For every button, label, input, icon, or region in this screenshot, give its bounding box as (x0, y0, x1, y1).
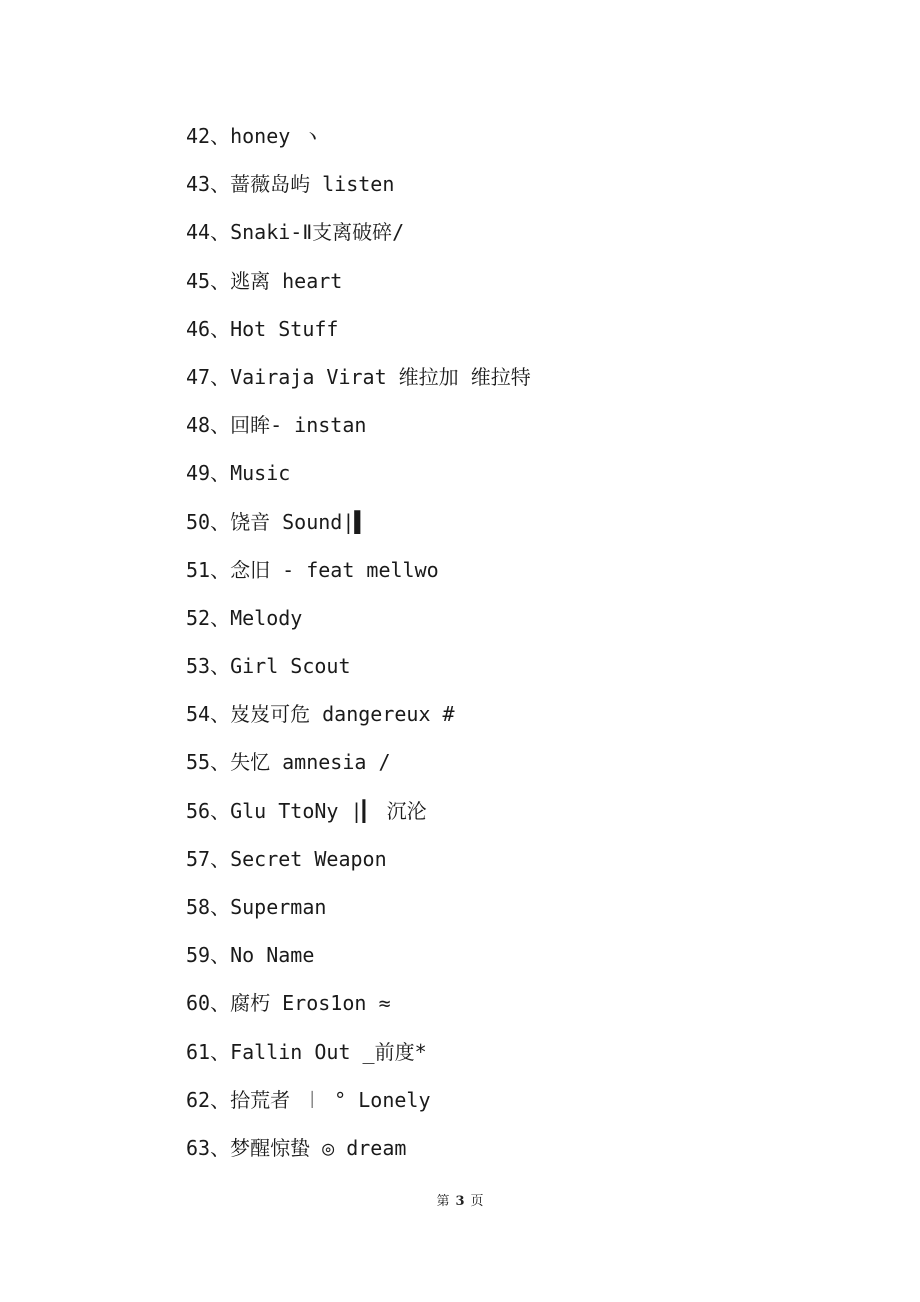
page-number: 3 (455, 1194, 465, 1209)
list-item: 55、失忆 amnesia / (186, 750, 391, 775)
list-item: 42、honey ヽ (186, 124, 323, 148)
list-item: 63、梦醒惊蛰 ◎ dream (186, 1135, 407, 1160)
list-item: 62、拾荒者 ︱ ° Lonely (186, 1087, 431, 1112)
list-item: 60、腐朽 Eros1on ≈ (186, 991, 391, 1016)
list-item: 53、Girl Scout (186, 654, 351, 679)
list-item: 46、Hot Stuff (186, 316, 339, 341)
list-item: 54、岌岌可危 dangereux # (186, 702, 455, 727)
list-item: 48、回眸- instan (186, 413, 367, 438)
page-footer (0, 1190, 920, 1209)
list-item: 45、逃离 heart (186, 268, 343, 293)
list-item: 49、Music (186, 461, 291, 486)
page-suffix: 页 (470, 1194, 484, 1209)
name-list (186, 120, 531, 1180)
list-item: 52、Melody (186, 605, 303, 630)
list-item: 47、Vairaja Virat 维拉加 维拉特 (186, 364, 531, 389)
list-item: 61、Fallin Out _前度* (186, 1039, 427, 1064)
list-item: 56、Glu TtoNy |▎ 沉沦 (186, 798, 427, 823)
list-item: 43、蔷薇岛屿 listen (186, 172, 395, 197)
list-item: 50、饶音 Sound|▌ (186, 509, 367, 534)
list-item: 59、No Name (186, 943, 315, 968)
list-item: 51、念旧 - feat mellwo (186, 557, 439, 582)
list-item: 57、Secret Weapon (186, 846, 387, 871)
page-prefix: 第 (436, 1194, 450, 1209)
list-item: 44、Snaki-Ⅱ支离破碎/ (186, 220, 405, 245)
list-item: 58、Superman (186, 895, 327, 919)
